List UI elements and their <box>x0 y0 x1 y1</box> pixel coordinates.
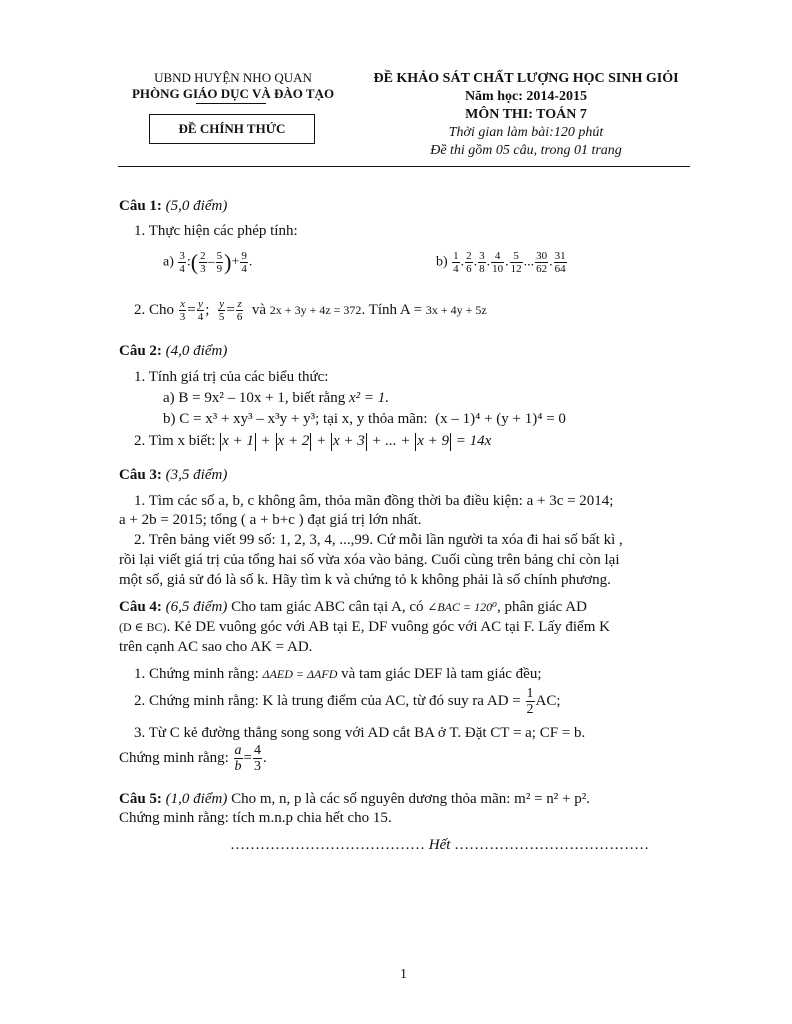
q2-b-cond: (x – 1)⁴ + (y + 1)⁴ = 0 <box>435 411 566 427</box>
q3-heading <box>119 465 227 485</box>
school-year: Năm học: 2014-2015 <box>464 89 588 104</box>
end-text: Hết <box>428 837 451 853</box>
q1-b-label: b) <box>436 254 448 270</box>
q1-heading <box>119 196 227 216</box>
q1-expr-a: a) $\frac{3}{4}$ :( $\frac{2}{3}$ – $\frac{5}{9}$ )+ $\frac{9}{4}$ . <box>163 249 253 275</box>
q4-s4: Chứng minh rằng: <box>119 749 229 766</box>
q1-p2-A: 3x + 4y + 5z <box>425 302 487 317</box>
q4-s2a: 2. Chứng minh rằng: K là trung điểm của AC, từ đó suy ra AD = <box>134 692 521 709</box>
fraction: $\frac{5}{9}$ <box>216 250 223 275</box>
q5-line1 <box>119 789 590 809</box>
fraction: $\frac{2}{3}$ <box>200 250 206 275</box>
q4-sub1 <box>134 664 542 684</box>
q3-line2: a + 2b = 2015; tổng ( a + b+c ) đạt giá trị lớn nhất. <box>119 512 422 528</box>
q5-points: (1,0 điểm) <box>165 791 228 807</box>
q1-p2-and: và <box>251 301 267 318</box>
fraction: $\frac{y}{4}$ <box>197 298 204 323</box>
fraction: $\frac{z}{6}$ <box>236 298 243 323</box>
q2-p2-text: 2. Tìm x biết: <box>134 433 216 449</box>
fraction: $\frac{1}{4}$ <box>453 250 459 275</box>
q2-a-text: a) B = 9x² – 10x + 1, biết rằng <box>163 390 346 406</box>
q4-sub2 <box>134 686 561 717</box>
q2-b-text: b) C = x³ + xy³ – x³y + y³; tại x, y thỏa mãn: <box>163 411 428 427</box>
q4-line3: trên cạnh AC sao cho AK = AD. <box>119 639 313 655</box>
q4-l1a: Cho tam giác ABC cân tại A, có <box>231 599 424 615</box>
q2-heading <box>119 341 227 361</box>
q1-p2-eq: 2x + 3y + 4z = 372 <box>269 302 362 317</box>
q4-l2a: (D ∈ BC) <box>119 620 167 634</box>
org-name: UBND HUYỆN NHO QUAN <box>154 70 312 85</box>
q3-line5: một số, giả sử đó là số k. Hãy tìm k và chứng tỏ k không phải là số chính phương. <box>119 572 611 588</box>
q2-part2 <box>134 431 491 451</box>
fraction: $\frac{3}{4}$ <box>179 250 185 275</box>
q4-angle: ∠BAC = 120⁰ <box>427 600 497 614</box>
q5-title: Câu 5: <box>119 791 162 807</box>
q1-a-label: a) <box>163 254 174 270</box>
q5-l1: Cho m, n, p là các số nguyên dương thỏa mãn: m² = n² + p². <box>231 791 591 807</box>
header-right <box>358 70 694 160</box>
q2-part1-b <box>163 409 566 429</box>
q4-title: Câu 4: <box>119 599 162 615</box>
q3-line4: rồi lại viết giá trị của tổng hai số vừa xóa vào bảng. Cuối cùng trên bảng chỉ còn lại <box>119 552 620 568</box>
header-underline <box>196 103 266 104</box>
q3-line3: 2. Trên bảng viết 99 số: 1, 2, 3, 4, ...,99. Cứ mỗi lần người ta xóa đi hai số bất kì , <box>134 532 623 548</box>
header-divider <box>118 166 690 167</box>
q4-s1b: và tam giác DEF là tam giác đều; <box>341 666 542 682</box>
q2-a-cond: x² = 1. <box>348 390 390 406</box>
fraction: $\frac{a}{b}$ <box>234 743 242 774</box>
official-box: ĐỀ CHÍNH THỨC <box>149 114 315 144</box>
q3-title: Câu 3: <box>119 467 162 483</box>
fraction: $\frac{1}{2}$ <box>526 686 534 717</box>
header-left <box>108 70 358 102</box>
q3-line1: 1. Tìm các số a, b, c không âm, thỏa mãn đồng thời ba điều kiện: a + 3c = 2014; <box>134 493 614 509</box>
q4-sub3: 3. Từ C kẻ đường thẳng song song với AD cắt BA ở T. Đặt CT = a; CF = b. <box>134 725 586 741</box>
q4-s1a: 1. Chứng minh rằng: <box>134 666 259 682</box>
q3-points: (3,5 điểm) <box>165 467 228 483</box>
end-dots-left: ………………………………… <box>230 837 425 853</box>
q4-s2b: AC; <box>535 692 561 709</box>
fraction: $\frac{2}{6}$ <box>466 250 472 275</box>
fraction: $\frac{4}{3}$ <box>254 743 262 774</box>
subject: MÔN THI: TOÁN 7 <box>465 107 587 122</box>
q1-part2: 2. Cho $\frac{x}{3}$ = $\frac{y}{4}$ ; $\frac{y}{5}$ = $\frac{z}{6}$ và 2x + 3y + 4z = 372. Tính A = 3x + 4y + 5z <box>134 298 487 323</box>
end-dots-right: ………………………………… <box>454 837 650 853</box>
q5-line2: Chứng minh rằng: tích m.n.p chia hết cho 15. <box>119 810 392 826</box>
q2-points: (4,0 điểm) <box>165 343 228 359</box>
fraction: $\frac{30}{62}$ <box>536 250 548 275</box>
q4-line1 <box>119 597 587 617</box>
fraction: $\frac{31}{64}$ <box>554 250 566 275</box>
q4-points: (6,5 điểm) <box>165 599 228 615</box>
q2-part1: 1. Tính giá trị của các biểu thức: <box>134 369 329 385</box>
q2-title: Câu 2: <box>119 343 162 359</box>
exam-title: ĐỀ KHẢO SÁT CHẤT LƯỢNG HỌC SINH GIỎI <box>373 71 679 86</box>
dept-name: PHÒNG GIÁO DỤC VÀ ĐÀO TẠO <box>131 86 335 101</box>
end-line <box>230 835 649 855</box>
q1-p2-prefix: 2. Cho <box>134 301 175 318</box>
q1-expr-b: b) $\frac{1}{4}$ . $\frac{2}{6}$ . $\frac{3}{8}$ . $\frac{4}{10}$ . $\frac{5}{12}$ ... $\frac{30}{62}$ . $\frac{31}{64}$ <box>436 250 566 275</box>
q2-part1-a <box>163 388 389 408</box>
fraction: $\frac{x}{3}$ <box>179 298 186 323</box>
q4-l1b: , phân giác AD <box>496 599 587 615</box>
fraction: $\frac{3}{8}$ <box>479 250 485 275</box>
q4-s1tri: ΔAED = ΔAFD <box>262 667 338 681</box>
duration: Thời gian làm bài:120 phút <box>448 125 604 140</box>
fraction: $\frac{9}{4}$ <box>241 250 247 275</box>
abs-equation: x + 1 + x + 2 + x + 3 + ... + x + 9 = 14x <box>222 433 492 449</box>
q4-line2 <box>119 617 610 637</box>
fraction: $\frac{y}{5}$ <box>218 298 225 323</box>
page-number: 1 <box>400 967 407 982</box>
q1-points: (5,0 điểm) <box>165 198 228 214</box>
fraction: $\frac{5}{12}$ <box>510 250 522 275</box>
pages-note: Đề thi gồm 05 câu, trong 01 trang <box>430 143 622 158</box>
q1-title: Câu 1: <box>119 198 162 214</box>
q4-l2b: . Kẻ DE vuông góc với AB tại E, DF vuông góc với AC tại F. Lấy điểm K <box>166 619 610 635</box>
q1-part1: 1. Thực hiện các phép tính: <box>134 223 298 239</box>
q1-p2-tinh: . Tính A = <box>361 301 423 318</box>
q4-sub3-prove: Chứng minh rằng: $\frac{a}{b}$ = $\frac{4}{3}$ . <box>119 743 267 774</box>
fraction: $\frac{4}{10}$ <box>492 250 504 275</box>
